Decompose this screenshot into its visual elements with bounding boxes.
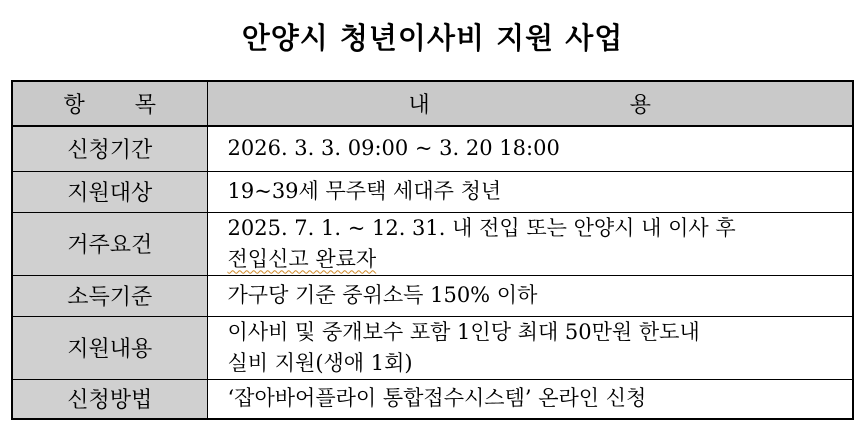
row-label-method: 신청방법 [12,379,207,419]
row-label-income: 소득기준 [12,275,207,316]
row-value-line: ‘잡아바어플라이 통합접수시스템’ 온라인 신청 [227,386,647,411]
row-value-income [207,275,853,316]
row-value-eligibility [207,171,853,212]
table-row [12,126,853,171]
row-value-line: 실비 지원(생애 1회) [227,350,413,375]
row-value-line: 2025. 7. 1. ~ 12. 31. 내 전입 또는 안양시 내 이사 후 [227,215,736,240]
row-label-application-period: 신청기간 [12,126,207,171]
header-item: 항목 [12,81,207,126]
info-table [11,80,854,420]
table-row [12,212,853,275]
row-label-eligibility: 지원대상 [12,171,207,212]
row-value-line: 전입신고 완료자 [227,246,377,271]
page-title: 안양시 청년이사비 지원 사업 [241,21,624,55]
table-row [12,171,853,212]
table-row [12,316,853,379]
table-row [12,275,853,316]
table-row [12,379,853,419]
header-content: 내용 [207,81,853,126]
row-value-support [207,316,853,379]
row-value-method [207,379,853,419]
row-label-support: 지원내용 [12,316,207,379]
row-value-line: 가구당 기준 중위소득 150% 이하 [227,283,538,307]
table-header-row [12,81,853,126]
row-value-residence [207,212,853,275]
row-value-line: 19~39세 무주택 세대주 청년 [227,179,502,203]
row-value-application-period [207,126,853,171]
row-value-line: 2026. 3. 3. 09:00 ~ 3. 20 18:00 [227,136,560,161]
row-label-residence: 거주요건 [12,212,207,275]
row-value-line: 이사비 및 중개보수 포함 1인당 최대 50만원 한도내 [227,319,700,344]
